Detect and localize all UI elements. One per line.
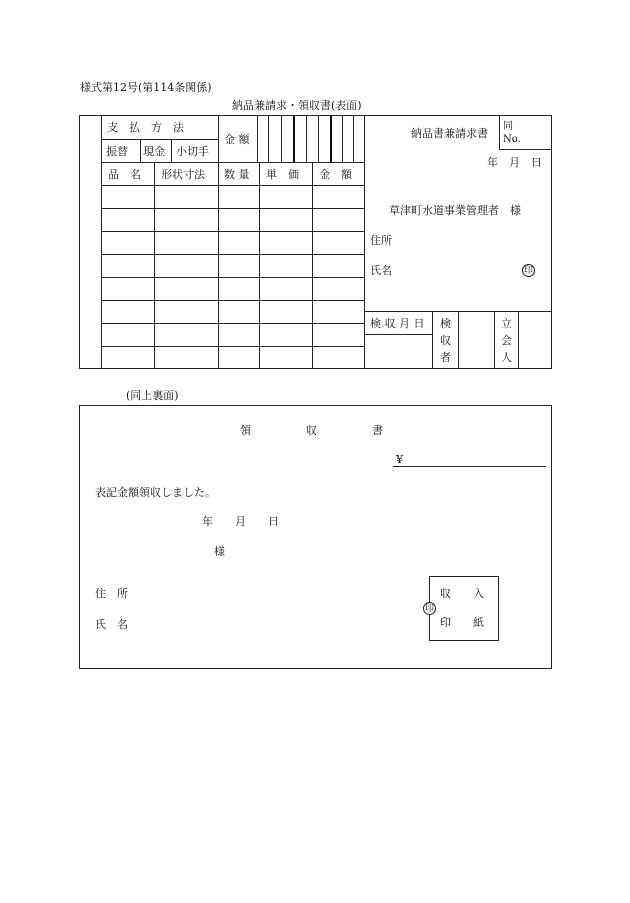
front-title: 納品兼請求・領収書(表面)	[232, 99, 362, 112]
inspector-char-2: 収	[440, 334, 451, 347]
revenue-stamp-text-1: 収 入	[440, 587, 484, 600]
payment-option-cash: 現金	[143, 145, 165, 158]
back-seal-mark: 印	[424, 604, 434, 614]
inspector-char-3: 者	[440, 351, 451, 364]
doc-number-label: 同 No.	[503, 121, 521, 145]
inspector-char-1: 検	[440, 317, 451, 330]
column-amount: 金 額	[319, 168, 352, 181]
column-unit-price: 単 価	[266, 168, 299, 181]
witness-char-1: 立	[501, 317, 512, 330]
back-date: 年 月 日	[202, 515, 279, 528]
payment-option-transfer: 振替	[106, 145, 128, 158]
address-label: 住所	[370, 234, 392, 247]
revenue-stamp-box	[429, 576, 499, 641]
receipt-title: 領 収 書	[240, 424, 383, 437]
back-address-label: 住 所	[95, 587, 128, 600]
yen-symbol: ¥	[396, 453, 403, 466]
payment-method-label: 支 払 方 法	[107, 121, 184, 134]
amount-label: 金 額	[224, 133, 250, 146]
column-dimensions: 形状寸法	[161, 168, 205, 181]
front-seal-mark: 印	[523, 266, 533, 276]
payment-option-check: 小切手	[176, 145, 209, 158]
receipt-statement: 表記金額領収しました。	[95, 486, 216, 499]
recipient: 草津町水道事業管理者 様	[389, 204, 521, 217]
left-margin-line	[101, 115, 102, 369]
inspection-date-label: 検 収 月 日	[370, 317, 425, 330]
doc-type: 納品書兼請求書	[411, 127, 488, 140]
back-caption: (同上裏面)	[126, 389, 179, 402]
revenue-stamp-text-2: 印 紙	[440, 616, 484, 629]
amount-underline	[393, 466, 546, 467]
form-number: 様式第12号(第114条関係)	[80, 81, 212, 94]
column-item-name: 品 名	[108, 168, 141, 181]
middle-divider	[364, 115, 365, 369]
witness-char-3: 人	[501, 351, 512, 364]
front-date: 年 月 日	[487, 156, 542, 169]
back-name-label: 氏 名	[95, 618, 128, 631]
honorific: 様	[214, 545, 225, 558]
witness-char-2: 会	[501, 334, 512, 347]
name-label: 氏名	[370, 264, 392, 277]
column-quantity: 数 量	[224, 168, 250, 181]
